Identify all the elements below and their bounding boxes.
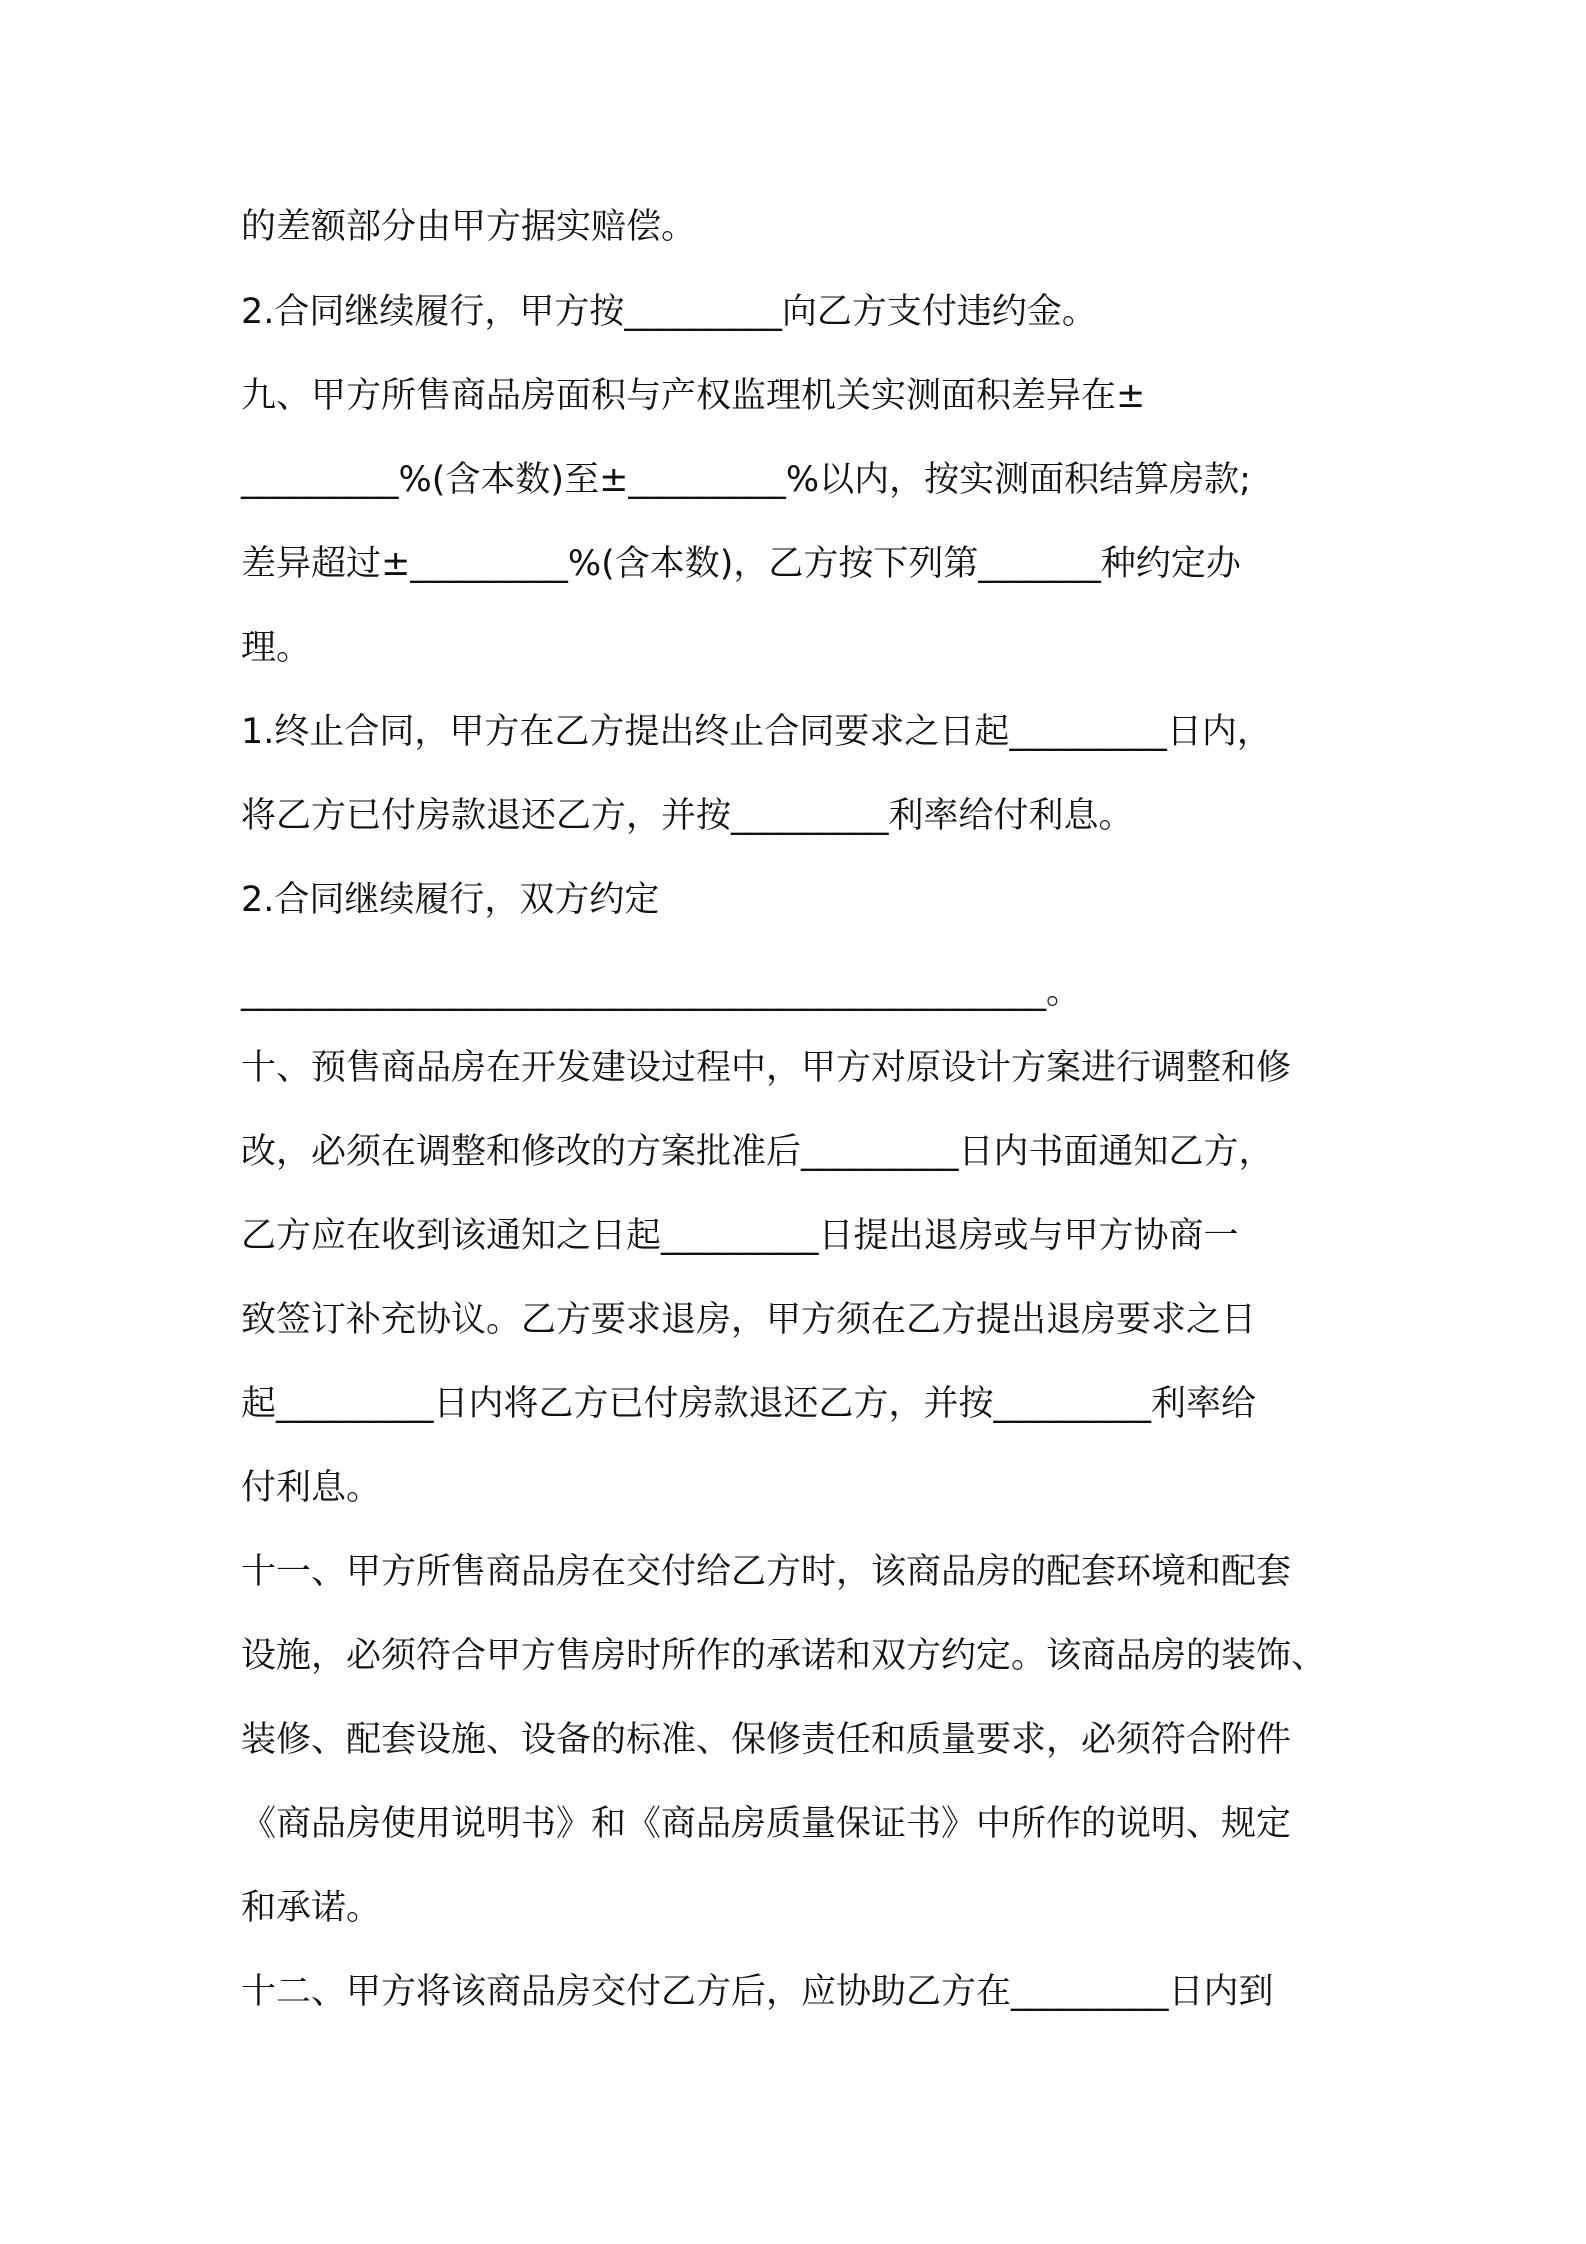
text-line: 差异超过±_________%(含本数)，乙方按下列第_______种约定办 [241, 544, 1241, 584]
text-line: 和承诺。 [241, 1888, 382, 1928]
text-line: 将乙方已付房款退还乙方，并按_________利率给付利息。 [241, 796, 1134, 836]
text-line: 《商品房使用说明书》和《商品房质量保证书》中所作的说明、规定 [241, 1804, 1292, 1844]
text-line: 的差额部分由甲方据实赔偿。 [241, 207, 697, 247]
text-line: 1.终止合同，甲方在乙方提出终止合同要求之日起_________日内， [241, 712, 1272, 752]
text-line: 乙方应在收到该通知之日起_________日提出退房或与甲方协商一 [241, 1216, 1239, 1256]
text-line: 起_________日内将乙方已付房款退还乙方，并按_________利率给 [241, 1384, 1257, 1424]
text-line: 设施，必须符合甲方售房时所作的承诺和双方约定。该商品房的装饰、 [241, 1636, 1327, 1676]
text-line: 付利息。 [241, 1468, 382, 1508]
text-line: 装修、配套设施、设备的标准、保修责任和质量要求，必须符合附件 [241, 1720, 1292, 1760]
text-line: _________%(含本数)至±_________%以内，按实测面积结算房款; [241, 460, 1251, 500]
text-line: 理。 [241, 628, 312, 668]
text-line: ______________________________________________。 [241, 972, 1082, 1012]
text-line: 十、预售商品房在开发建设过程中，甲方对原设计方案进行调整和修 [241, 1048, 1292, 1088]
text-line: 改，必须在调整和修改的方案批准后_________日内书面通知乙方， [241, 1132, 1274, 1172]
text-line: 致签订补充协议。乙方要求退房，甲方须在乙方提出退房要求之日 [241, 1300, 1257, 1340]
text-line: 十二、甲方将该商品房交付乙方后，应协助乙方在_________日内到 [241, 1972, 1274, 2012]
text-line: 2.合同继续履行，双方约定 [241, 880, 660, 920]
text-line: 十一、甲方所售商品房在交付给乙方时，该商品房的配套环境和配套 [241, 1552, 1292, 1592]
text-line: 九、甲方所售商品房面积与产权监理机关实测面积差异在± [241, 376, 1146, 416]
text-line: 2.合同继续履行，甲方按_________向乙方支付违约金。 [241, 292, 1097, 332]
